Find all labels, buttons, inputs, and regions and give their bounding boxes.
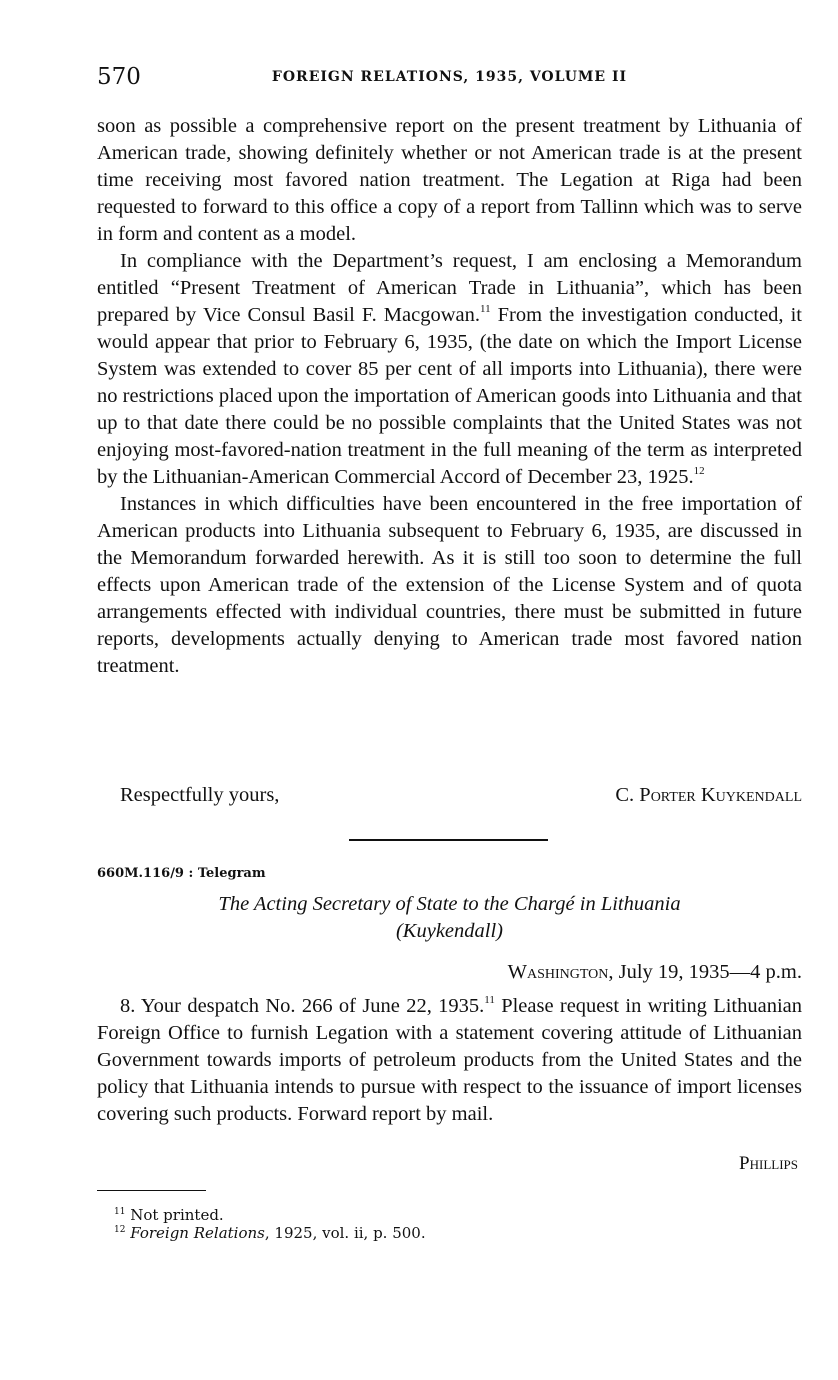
running-head: FOREIGN RELATIONS, 1935, VOLUME II [271,69,628,85]
despatch-paragraph-3: Instances in which difficulties have been encountered in the free importation of American products into Lithuania subsequent to February 6, 1935, are discussed in the Memorandum forwarded herewith. As it is still too soon to determine the full effects upon American trade of the extension of the License System and of quota arrangements effected with individual countries, there must be submitted in future reports, developments actually denying to American trade most favored nation treatment. [97,493,802,677]
dateline-place: Washington [507,961,609,983]
despatch-signature: C. Porter Kuykendall [615,784,802,806]
telegram-title-line-2: (Kuykendall) [395,920,503,942]
footnote-rule [97,1190,206,1191]
footnote-ref-12: 12 [693,465,705,477]
footnote-marker: 12 [114,1225,126,1235]
footnote-marker: 11 [114,1207,126,1217]
section-divider [349,839,548,841]
telegram-title-line-1: The Acting Secretary of State to the Chargé in Lithuania [218,893,681,915]
page-number: 570 [97,64,141,90]
telegram-paragraph-part-a: 8. Your despatch No. 266 of June 22, 1935. [120,995,485,1017]
complimentary-close: Respectfully yours, [120,784,280,806]
file-reference: 660M.116/9 : Telegram [97,866,266,881]
footnote-ref-11-telegram: 11 [484,994,495,1006]
telegram-paragraph [97,993,802,1128]
footnote-11 [114,1206,426,1224]
telegram-paragraph-part-b: Please request in writing Lithuanian Foreign Office to furnish Legation with a statement covering attitude of Lithuanian Government towards imports of petroleum products from the United States and the policy that Lithuania intends to pursue with respect to the issuance of import licenses covering such products. Forward report by mail. [97,995,802,1125]
despatch-closing [120,784,802,811]
telegram-title [97,891,802,945]
telegram-dateline [508,961,802,984]
telegram-signature: Phillips [739,1153,798,1174]
footnote-ref-11: 11 [479,303,491,315]
despatch-paragraph-2 [97,248,802,491]
footnote-citation-title: Foreign Relations [130,1224,265,1242]
footnote-citation-rest: , 1925, vol. ii, p. 500. [264,1224,426,1242]
despatch-paragraph-2-part-b: From the investigation conducted, it would appear that prior to February 6, 1935, (the date on which the Import License System was extended to cover 85 per cent of all imports into Lithuania), there were no restrictions placed upon the importation of American goods into Lithuania and that up to that date there could be no possible complaints that the United States was not enjoying most-favored-nation treatment in the full meaning of the term as interpreted by the Lithuanian-American Commercial Accord of December 23, 1925. [97,304,802,488]
footnote-text: Not printed. [130,1206,224,1224]
footnotes [114,1206,426,1242]
footnote-12 [114,1224,426,1242]
page-header [97,64,802,98]
despatch-body [97,113,802,680]
despatch-paragraph-2-part-a: In compliance with the Department’s request, I am enclosing a Memorandum entitled “Present Treatment of American Trade in Lithuania”, which has been prepared by Vice Consul Basil F. Macgowan. [97,250,802,326]
telegram-body [97,993,802,1128]
dateline-date: , July 19, 1935—4 p.m. [608,961,802,983]
despatch-paragraph-1: soon as possible a comprehensive report on the present treatment by Lithuania of American trade, showing definitely whether or not American trade is at the present time receiving most favored nation treatment. The Legation at Riga had been requested to forward to this office a copy of a report from Tallinn which was to serve in form and content as a model. [97,115,802,245]
